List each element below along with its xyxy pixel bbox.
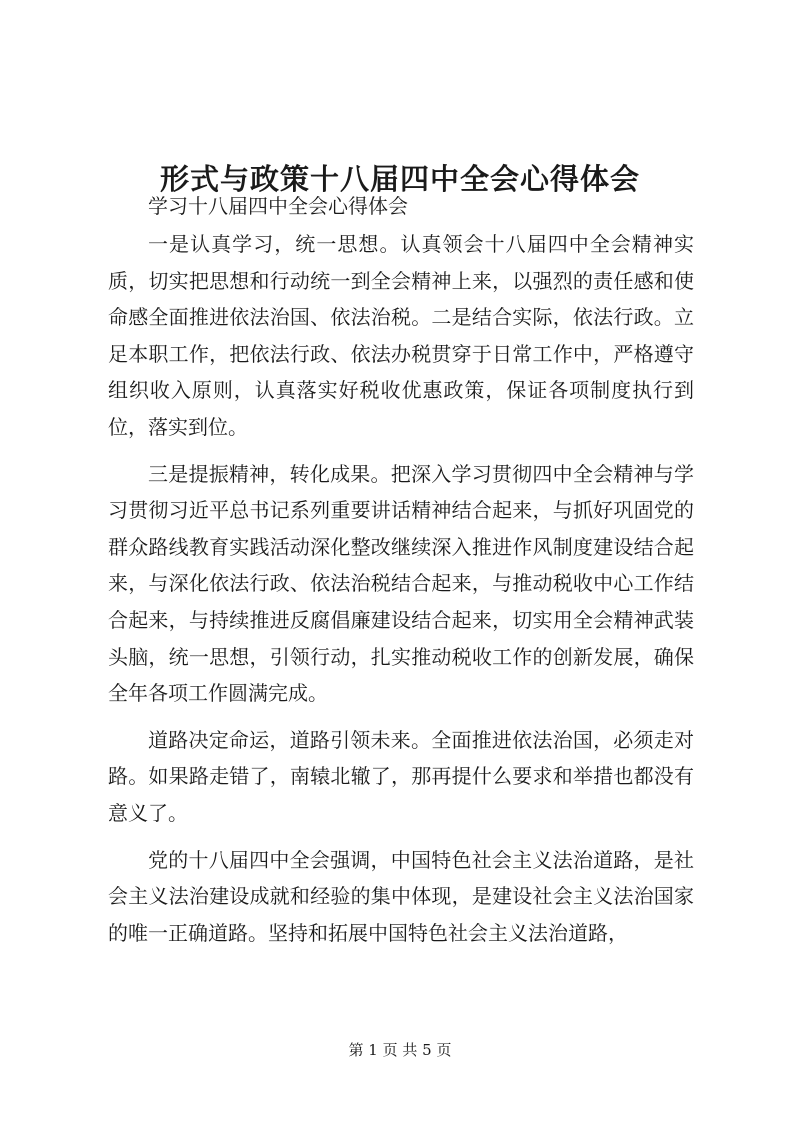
paragraph-4: 党的十八届四中全会强调，中国特色社会主义法治道路，是社会主义法治建设成就和经验的集中体现，是建设社会主义法治国家的唯一正确道路。坚持和拓展中国特色社会主义法治道路，	[108, 847, 694, 945]
paragraph-2: 三是提振精神，转化成果。把深入学习贯彻四中全会精神与学习贯彻习近平总书记系列重要讲话精神结合起来，与抓好巩固党的群众路线教育实践活动深化整改继续深入推进作风制度建设结合起来，与深化依法行政、依法治税结合起来，与推动税收中心工作结合起来，与持续推进反腐倡廉建设结合起来，切实用全会精神武装头脑，统一思想，引领行动，扎实推动税收工作的创新发展，确保全年各项工作圆满完成。	[108, 461, 694, 706]
document-body	[108, 186, 694, 951]
paragraph-1: 一是认真学习，统一思想。认真领会十八届四中全会精神实质，切实把思想和行动统一到全会精神上来，以强烈的责任感和使命感全面推进依法治国、依法治税。二是结合实际，依法行政。立足本职工作，把依法行政、依法办税贯穿于日常工作中，严格遵守组织收入原则，认真落实好税收优惠政策，保证各项制度执行到位，落实到位。	[108, 232, 694, 439]
page-number-footer: 第 1 页 共 5 页	[348, 1041, 452, 1059]
paragraph-3: 道路决定命运，道路引领未来。全面推进依法治国，必须走对路。如果路走错了，南辕北辙了，那再提什么要求和举措也都没有意义了。	[108, 727, 694, 825]
document-title: 形式与政策十八届四中全会心得体会	[159, 162, 640, 197]
document-subtitle: 学习十八届四中全会心得体会	[148, 194, 408, 218]
